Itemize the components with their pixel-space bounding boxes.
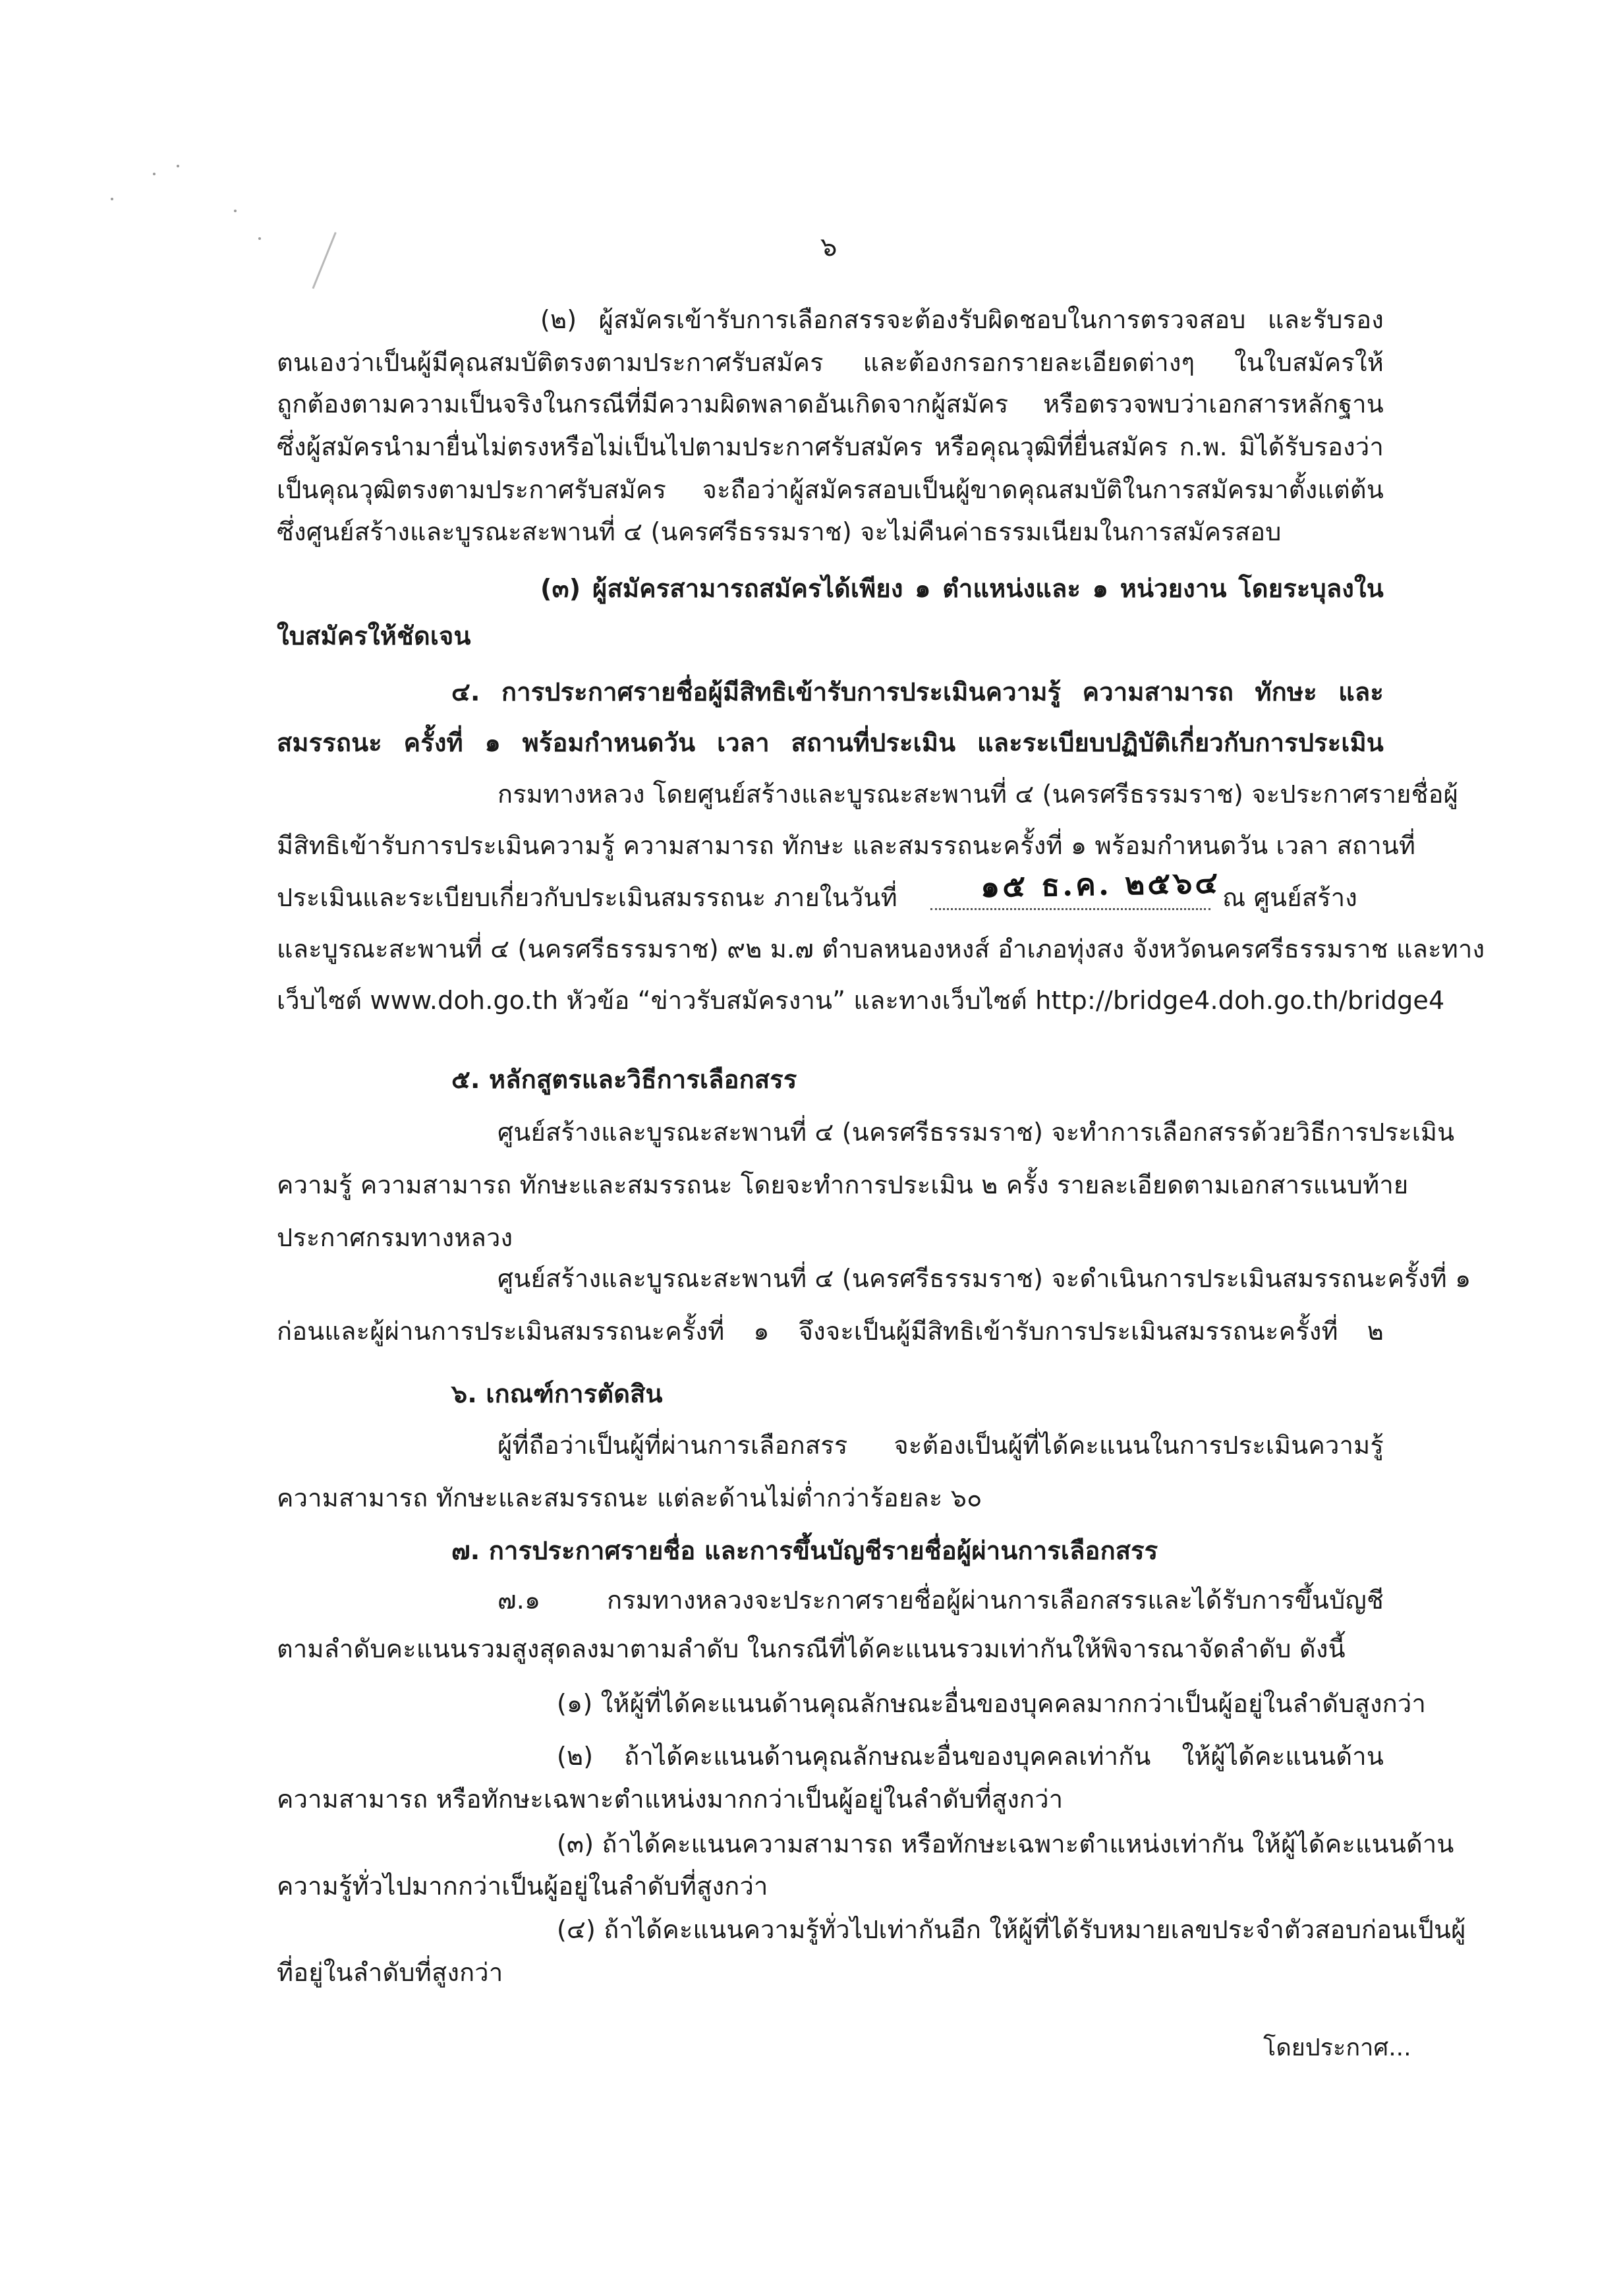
item-2-line-6: ซึ่งศูนย์สร้างและบูรณะสะพานที่ ๔ (นครศรีธรรมราช) จะไม่คืนค่าธรรมเนียมในการสมัครสอบ	[277, 517, 1282, 546]
section-4-line-3-end: ณ ศูนย์สร้าง	[1222, 883, 1357, 912]
section-6-line-2: ความสามารถ ทักษะและสมรรถนะ แต่ละด้านไม่ต่ำกว่าร้อยละ ๖๐	[277, 1483, 982, 1512]
page-number: ๖	[820, 232, 838, 262]
section-5-heading: ๕. หลักสูตรและวิธีการเลือกสรร	[451, 1065, 797, 1094]
item-2-line-5: เป็นคุณวุฒิตรงตามประกาศรับสมัคร จะถือว่าผู้สมัครสอบเป็นผู้ขาดคุณสมบัติในการสมัครมาตั้งแต่ต้น	[277, 475, 1384, 504]
item-3-line-1: (๓) ผู้สมัครสามารถสมัครได้เพียง ๑ ตำแหน่งและ ๑ หน่วยงาน โดยระบุลงใน	[540, 574, 1384, 603]
item-2-line-4: ซึ่งผู้สมัครนำมายื่นไม่ตรงหรือไม่เป็นไปตามประกาศรับสมัคร หรือคุณวุฒิที่ยื่นสมัคร ก.พ. มิได้รับรองว่า	[277, 432, 1384, 461]
item-2-line-2: ตนเองว่าเป็นผู้มีคุณสมบัติตรงตามประกาศรับสมัคร และต้องกรอกรายละเอียดต่างๆ ในใบสมัครให้	[277, 348, 1384, 377]
scan-stroke	[312, 232, 337, 289]
section-7-heading: ๗. การประกาศรายชื่อ และการขึ้นบัญชีรายชื่อผู้ผ่านการเลือกสรร	[451, 1536, 1158, 1565]
section-4-heading-line-1: ๔. การประกาศรายชื่อผู้มีสิทธิเข้ารับการประเมินความรู้ ความสามารถ ทักษะ และ	[451, 677, 1384, 706]
section-5-line-1: ศูนย์สร้างและบูรณะสะพานที่ ๔ (นครศรีธรรมราช) จะทำการเลือกสรรด้วยวิธีการประเมิน	[497, 1118, 1455, 1147]
section-7-item-2-line-2: ความสามารถ หรือทักษะเฉพาะตำแหน่งมากกว่าเป็นผู้อยู่ในลำดับที่สูงกว่า	[277, 1785, 1064, 1814]
section-4-line-4: และบูรณะสะพานที่ ๔ (นครศรีธรรมราช) ๙๒ ม.๗ ตำบลหนองหงส์ อำเภอทุ่งสง จังหวัดนครศรีธรรมราช และทาง	[277, 934, 1485, 963]
item-2-line-1: (๒) ผู้สมัครเข้ารับการเลือกสรรจะต้องรับผิดชอบในการตรวจสอบ และรับรอง	[540, 305, 1384, 334]
section-5-line-2: ความรู้ ความสามารถ ทักษะและสมรรถนะ โดยจะทำการประเมิน ๒ ครั้ง รายละเอียดตามเอกสารแนบท้าย	[277, 1170, 1409, 1199]
section-6-line-1: ผู้ที่ถือว่าเป็นผู้ที่ผ่านการเลือกสรร จะต้องเป็นผู้ที่ได้คะแนนในการประเมินความรู้	[497, 1431, 1384, 1460]
section-5-line-4: ศูนย์สร้างและบูรณะสะพานที่ ๔ (นครศรีธรรมราช) จะดำเนินการประเมินสมรรถนะครั้งที่ ๑	[497, 1264, 1471, 1293]
section-7-item-4-line-2: ที่อยู่ในลำดับที่สูงกว่า	[277, 1958, 503, 1987]
date-fill-dotted-line	[930, 907, 1210, 910]
section-4-line-3-start: ประเมินและระเบียบเกี่ยวกับประเมินสมรรถนะ ภายในวันที่	[277, 883, 897, 912]
filled-date: ๑๕ ธ.ค. ๒๕๖๔	[980, 864, 1221, 905]
scan-speck	[111, 198, 113, 200]
scan-speck	[177, 165, 179, 167]
scan-speck	[234, 210, 237, 212]
section-5-line-5: ก่อนและผู้ผ่านการประเมินสมรรถนะครั้งที่ ๑ จึงจะเป็นผู้มีสิทธิเข้ารับการประเมินสมรรถนะครั้งที่ ๒	[277, 1317, 1384, 1346]
section-5-line-3: ประกาศกรมทางหลวง	[277, 1223, 513, 1252]
section-4-line-5: เว็บไซต์ www.doh.go.th หัวข้อ “ข่าวรับสมัครงาน” และทางเว็บไซต์ http://bridge4.doh.go.th/bridge4	[277, 986, 1445, 1015]
section-7-item-1: (๑) ให้ผู้ที่ได้คะแนนด้านคุณลักษณะอื่นของบุคคลมากกว่าเป็นผู้อยู่ในลำดับสูงกว่า	[557, 1689, 1427, 1718]
section-4-line-1: กรมทางหลวง โดยศูนย์สร้างและบูรณะสะพานที่ ๔ (นครศรีธรรมราช) จะประกาศรายชื่อผู้	[497, 780, 1459, 809]
scan-speck	[153, 173, 156, 175]
section-7-item-4-line-1: (๔) ถ้าได้คะแนนความรู้ทั่วไปเท่ากันอีก ให้ผู้ที่ได้รับหมายเลขประจำตัวสอบก่อนเป็นผู้	[557, 1915, 1466, 1944]
section-6-heading: ๖. เกณฑ์การตัดสิน	[451, 1379, 663, 1408]
section-4-heading-line-2: สมรรถนะ ครั้งที่ ๑ พร้อมกำหนดวัน เวลา สถานที่ประเมิน และระเบียบปฏิบัติเกี่ยวกับการประเมิน	[277, 728, 1384, 757]
continuation-note: โดยประกาศ...	[1263, 2034, 1411, 2061]
section-7-item-3-line-2: ความรู้ทั่วไปมากกว่าเป็นผู้อยู่ในลำดับที่สูงกว่า	[277, 1872, 768, 1901]
item-3-line-2: ใบสมัครให้ชัดเจน	[277, 621, 471, 650]
section-7-line-1: ๗.๑ กรมทางหลวงจะประกาศรายชื่อผู้ผ่านการเลือกสรรและได้รับการขึ้นบัญชี	[497, 1586, 1384, 1615]
section-4-line-2: มีสิทธิเข้ารับการประเมินความรู้ ความสามารถ ทักษะ และสมรรถนะครั้งที่ ๑ พร้อมกำหนดวัน เวลา สถานที่	[277, 831, 1416, 860]
item-2-line-3: ถูกต้องตามความเป็นจริงในกรณีที่มีความผิดพลาดอันเกิดจากผู้สมัคร หรือตรวจพบว่าเอกสารหลักฐาน	[277, 389, 1384, 418]
section-7-line-2: ตามลำดับคะแนนรวมสูงสุดลงมาตามลำดับ ในกรณีที่ได้คะแนนรวมเท่ากันให้พิจารณาจัดลำดับ ดังนี้	[277, 1634, 1346, 1663]
section-7-item-3-line-1: (๓) ถ้าได้คะแนนความสามารถ หรือทักษะเฉพาะตำแหน่งเท่ากัน ให้ผู้ได้คะแนนด้าน	[557, 1829, 1454, 1858]
section-7-item-2-line-1: (๒) ถ้าได้คะแนนด้านคุณลักษณะอื่นของบุคคลเท่ากัน ให้ผู้ได้คะแนนด้าน	[557, 1742, 1384, 1771]
scan-speck	[258, 237, 261, 240]
